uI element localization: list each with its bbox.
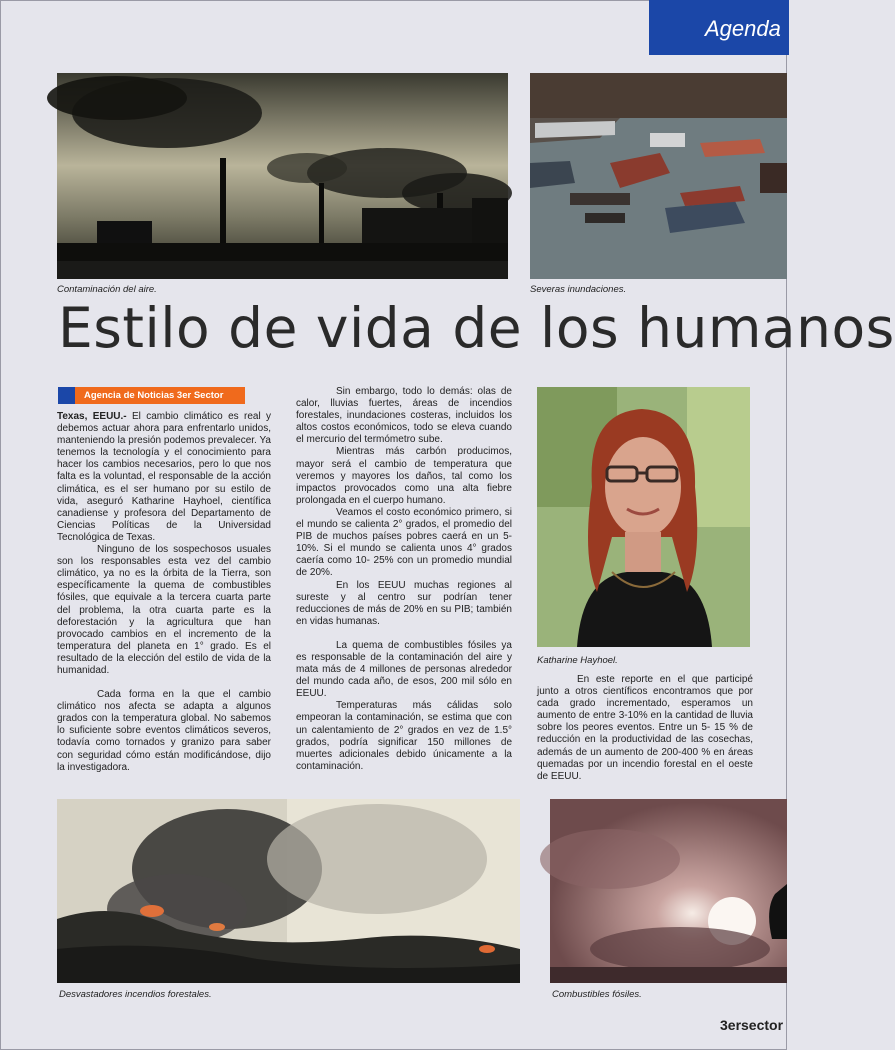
article-paragraph: Veamos el costo económico primero, si el mundo se calienta 2° grados, el promedio del PIB de muchos países pobres caerá en un 5- 10%. Si el mundo se calienta unos 4° grados caería como 10- 25% con un promedio mundial de 20%. bbox=[296, 506, 512, 579]
article-column-2 bbox=[296, 386, 512, 773]
floods-caption: Severas inundaciones. bbox=[530, 284, 627, 295]
fossil-fuels-photo bbox=[550, 799, 787, 983]
footer-brand: 3ersector bbox=[720, 1017, 784, 1033]
article-paragraph: Texas, EEUU.- El cambio climático es real y debemos actuar ahora para enfrentarlo unidos, manteniendo la presión podemos prevalecer. Ya tenemos la tecnología y el conocimiento para hacer los cambios necesarios, pero lo que nos falta es la voluntad, el responsable de la acción climática, es el ser humano por su estilo de vida, aseguró Katharine Hayhoel, científica canadiense y profesora del Departamento de Ciencias Políticas de la Universidad Tecnológica de Texas. bbox=[57, 411, 272, 543]
article-paragraph: Sin embargo, todo lo demás: olas de calor, lluvias fuertes, áreas de incendios forestales, inundaciones costeras, incluidos los altos costos económicos, todo se eleva cuando el mercurio del termómetro sube. bbox=[296, 386, 512, 446]
fossil-fuels-caption: Combustibles fósiles. bbox=[552, 989, 642, 1000]
article-title: Estilo de vida de los humanos bbox=[58, 296, 895, 360]
portrait-caption: Katharine Hayhoel. bbox=[537, 655, 618, 666]
agency-text: Agencia de Noticias 3er Sector bbox=[84, 390, 224, 401]
air-pollution-caption: Contaminación del aire. bbox=[57, 284, 157, 295]
article-paragraph: Mientras más carbón producimos, mayor será el cambio de temperatura que veremos y mayores los daños, tal como los impactos provocados como una alta fiebre prolongada en el cuerpo humano. bbox=[296, 446, 512, 506]
article-paragraph: La quema de combustibles fósiles ya es responsable de la contaminación del aire y mata más de 4 millones de personas alrededor del mundo cada año, de esos, 200 mil sólo en EEUU. bbox=[296, 639, 512, 700]
forest-fires-caption: Desvastadores incendios forestales. bbox=[59, 989, 212, 1000]
article-column-1 bbox=[57, 411, 271, 774]
article-paragraph: Ninguno de los sospechosos usuales son los responsables esta vez del cambio climático, ya no es la órbita de la Tierra, son específicamente la quema de combustibles fósiles, que equivale a la tercera cuarta parte del problema, la otra cuarta parte es la deforestación y la agricultura que han provocado cambios en el incremento de la temperatura del planeta en 1° grado. Es el resultado de la elección del estilo de vida de la humanidad. bbox=[57, 544, 271, 676]
article-paragraph: Cada forma en la que el cambio climático nos afecta se adapta a algunos grados con la temperatura global. No sabemos lo suficiente sobre eventos climáticos severos, todavía como tornados y granizo para saber con seguridad cómo están modificándose, dijo la investigadora. bbox=[57, 689, 271, 773]
portrait-photo bbox=[537, 387, 750, 647]
floods-photo bbox=[530, 73, 787, 279]
dateline: Texas, EEUU.- bbox=[57, 411, 127, 422]
article-column-3 bbox=[537, 674, 753, 783]
air-pollution-photo bbox=[57, 73, 508, 279]
article-paragraph: En los EEUU muchas regiones al sureste y al centro sur podrían tener reducciones de más de 20% en su PIB; también en vidas humanas. bbox=[296, 579, 512, 627]
article-paragraph: Temperaturas más cálidas solo empeoran la contaminación, se estima que con un calentamiento de 2° grados en vez de 1.5° grados, podría significar 150 millones de muertes adicionales debido únicamente a la contaminación. bbox=[296, 700, 512, 772]
forest-fires-photo bbox=[57, 799, 520, 983]
article-paragraph: En este reporte en el que participé junto a otros científicos encontramos que por cada grado incrementado, esperamos un aumento de entre 3-10% en la cantidad de lluvia sobre los peores eventos. Entre un 5- 15 % de reducción en la productividad de las cosechas, además de un aumento de 200-400 % en áreas quemadas por un incendio forestal en el oeste de EEUU. bbox=[537, 674, 753, 782]
section-tab: Agenda bbox=[649, 0, 789, 55]
agency-label bbox=[58, 387, 245, 404]
agency-square bbox=[58, 387, 75, 404]
